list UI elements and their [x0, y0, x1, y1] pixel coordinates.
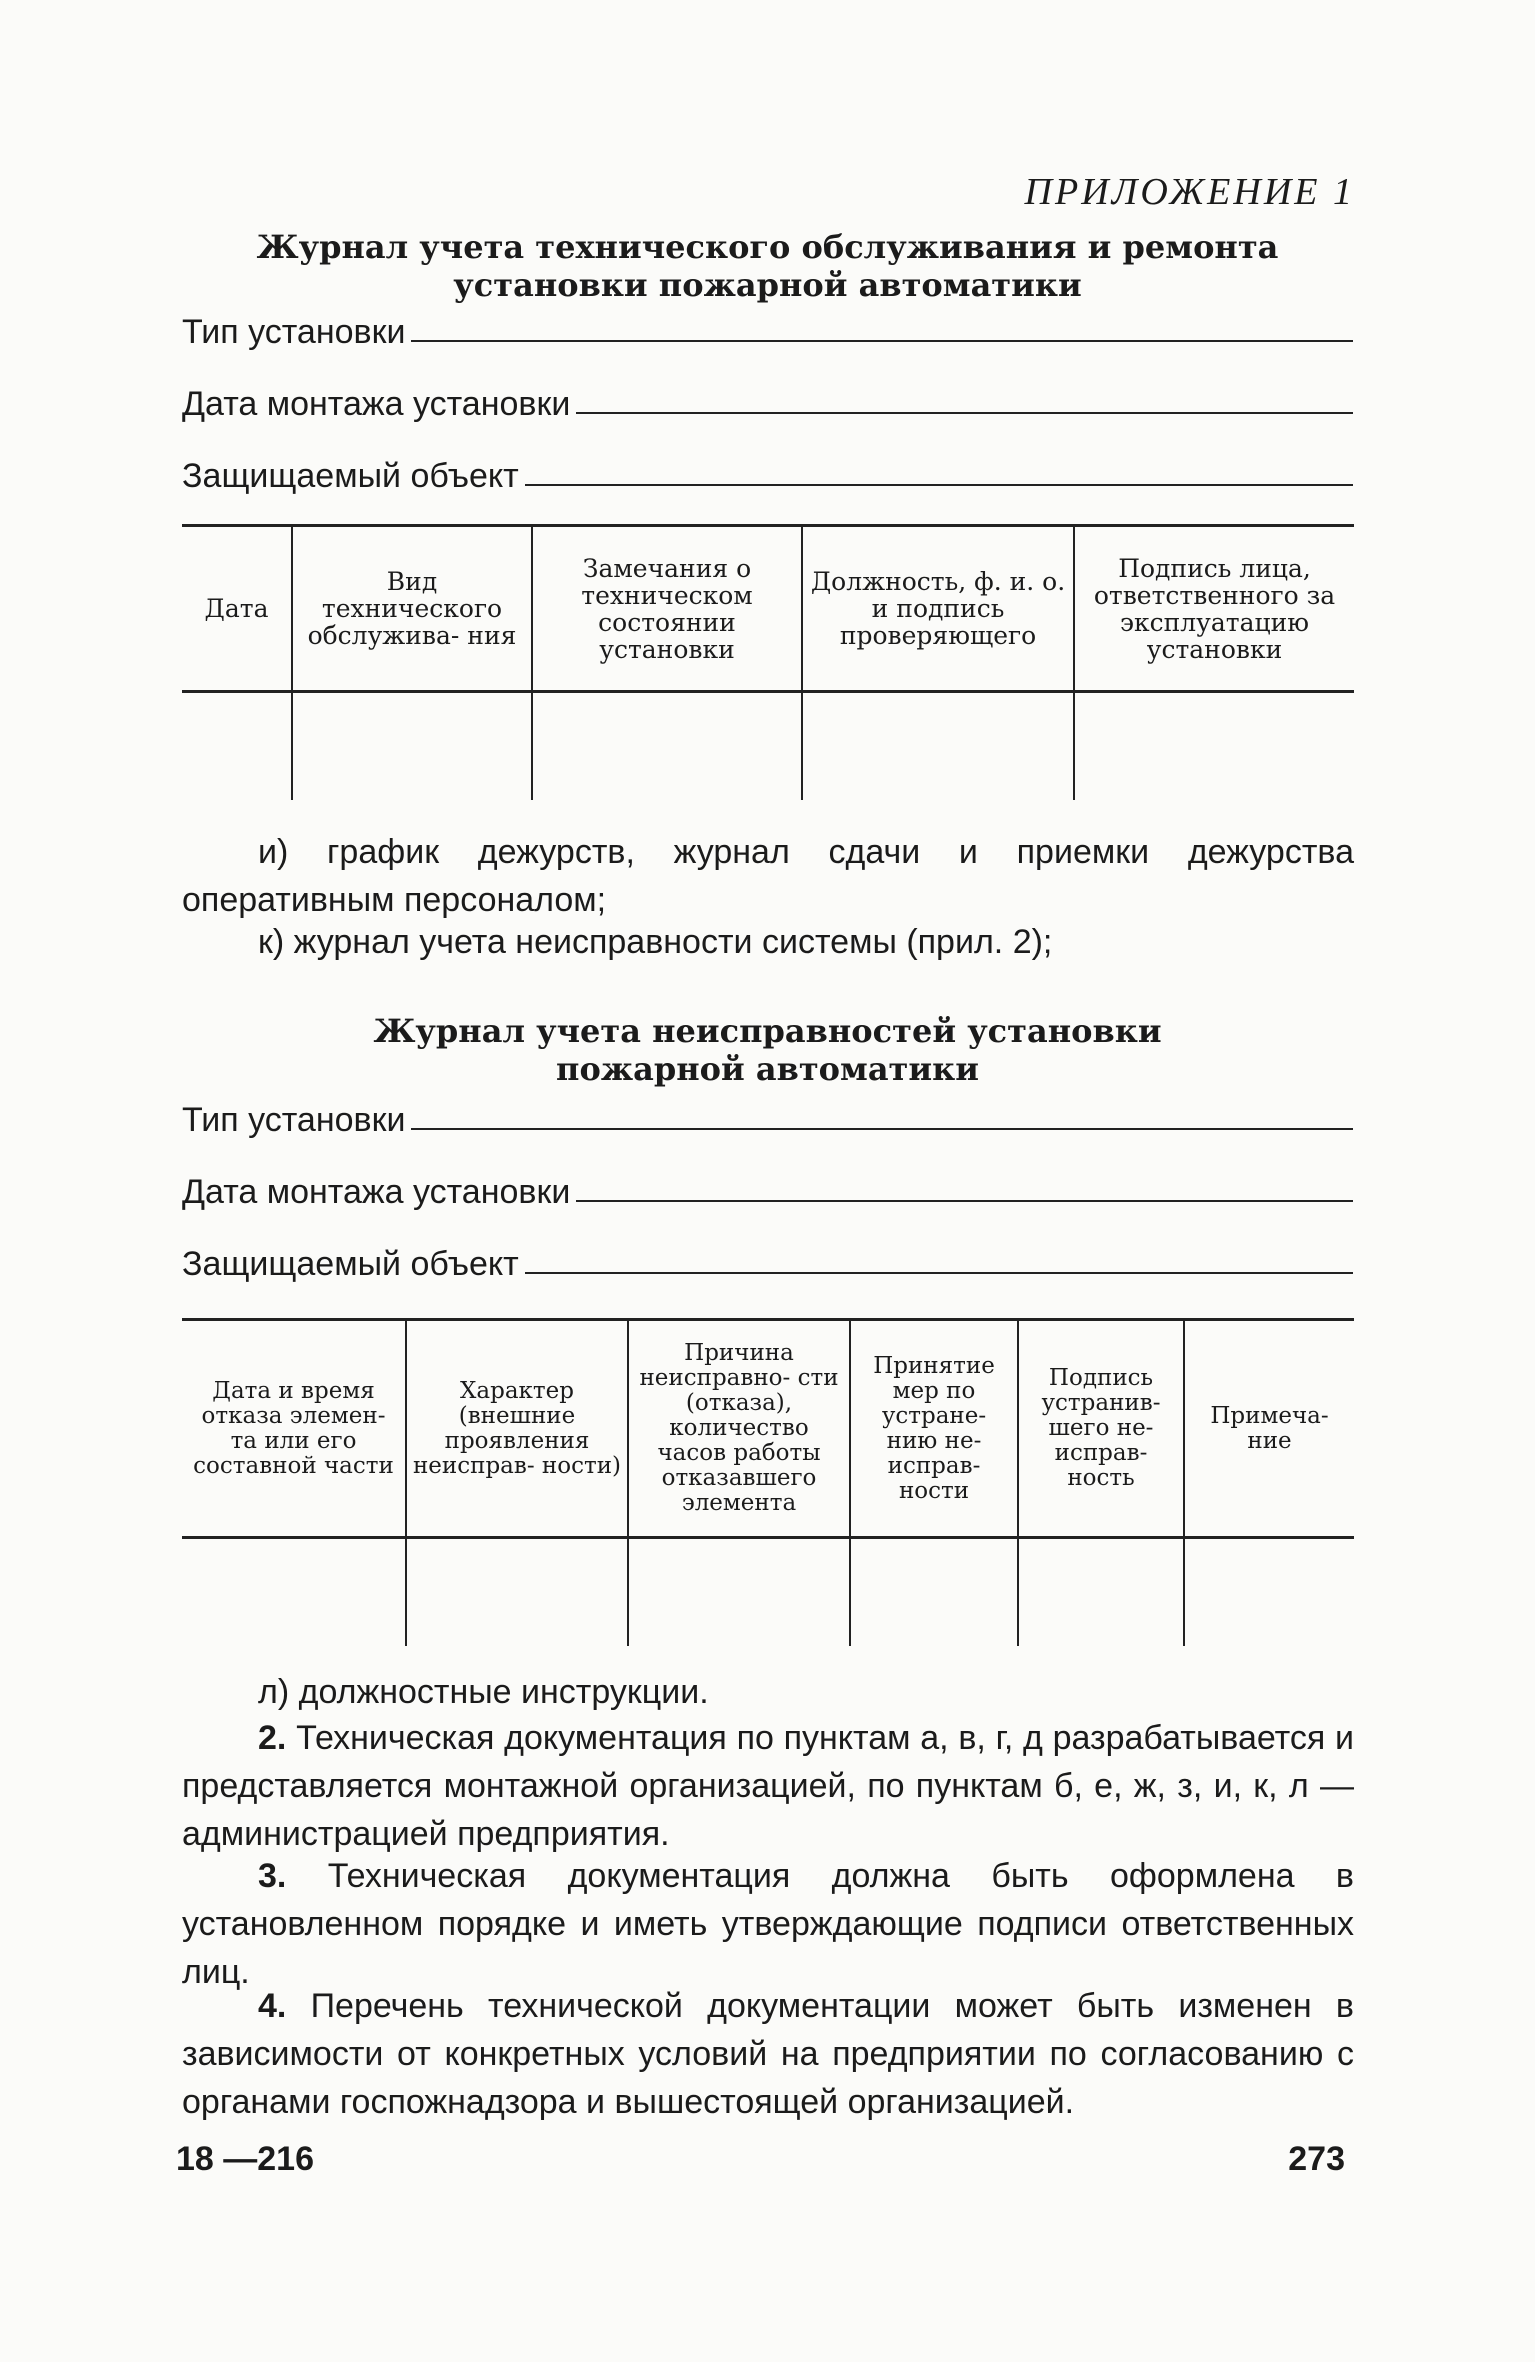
- list-item-i: и) график дежурств, журнал сдачи и приемки дежурства оперативным персоналом;: [182, 833, 1354, 919]
- fill-line: [411, 340, 1353, 342]
- field-label: Защищаемый объект: [182, 457, 519, 495]
- journal1-field-install-date: [182, 382, 1353, 424]
- field-label: Дата монтажа установки: [182, 1173, 571, 1211]
- page-number: 273: [1288, 2140, 1345, 2178]
- journal2-col-failure-time: Дата и время отказа элемен- та или его составной части: [193, 1377, 394, 1479]
- journal2-col-nature: Характер (внешние проявления неисправ- ности): [406, 1320, 628, 1538]
- table-cell: [406, 1538, 628, 1646]
- table-cell: [850, 1538, 1018, 1646]
- table-cell: [1074, 692, 1354, 800]
- journal1-col-inspector: Должность, ф. и. о. и подпись проверяющего: [802, 526, 1074, 692]
- table-cell: [628, 1538, 850, 1646]
- fill-line: [525, 484, 1353, 486]
- journal2-field-object: [182, 1242, 1353, 1284]
- paragraph-text: Перечень технической документации может быть изменен в зависимости от конкретных условий на предприятии по согласованию с органами госпожнадзора и вышестоящей организацией.: [182, 1987, 1354, 2121]
- journal2-field-install-date: [182, 1170, 1353, 1212]
- field-label: Тип установки: [182, 313, 406, 351]
- journal2-col-fixer-signature: Подпись устранив- шего не- исправ- ность: [1018, 1320, 1184, 1538]
- journal2-field-type: [182, 1098, 1353, 1140]
- journal1-field-type: [182, 310, 1353, 352]
- paragraph-3: [182, 1852, 1354, 1996]
- list-item-l: л) должностные инструкции.: [258, 1673, 709, 1711]
- journal2-col-measures: Принятие мер по устране- нию не- исправ- ности: [850, 1320, 1018, 1538]
- journal1-title: [180, 228, 1355, 304]
- journal2-col-note: Примеча- ние: [1184, 1320, 1354, 1538]
- paragraph-number: 4.: [258, 1987, 287, 2025]
- journal1-col-date: Дата: [204, 594, 269, 623]
- table-cell: [182, 692, 292, 800]
- fill-line: [576, 412, 1353, 414]
- table-cell: [532, 692, 802, 800]
- paragraph-number: 3.: [258, 1857, 287, 1895]
- fill-line: [525, 1272, 1353, 1274]
- journal2-title: [180, 1012, 1355, 1088]
- journal2-title-line1: Журнал учета неисправностей установки: [373, 1012, 1162, 1050]
- table-cell: [1018, 1538, 1184, 1646]
- field-label: Дата монтажа установки: [182, 385, 571, 423]
- journal1-title-line1: Журнал учета технического обслуживания и ремонта: [256, 228, 1279, 266]
- paragraph-text: Техническая документация по пунктам а, в, г, д разрабатывается и представляется монтажной организацией, по пунктам б, е, ж, з, и, к, л — администрацией предприятия.: [182, 1719, 1354, 1853]
- journal2-table: [182, 1318, 1354, 1646]
- table-cell: [1184, 1538, 1354, 1646]
- table-cell: [802, 692, 1074, 800]
- journal1-title-line2: установки пожарной автоматики: [453, 266, 1082, 304]
- journal1-col-remarks: Замечания о техническом состоянии установки: [532, 526, 802, 692]
- table-cell: [182, 1538, 406, 1646]
- journal2-title-line2: пожарной автоматики: [556, 1050, 979, 1088]
- fill-line: [411, 1128, 1353, 1130]
- list-item-k: к) журнал учета неисправности системы (прил. 2);: [258, 923, 1053, 961]
- paragraph-text: Техническая документация должна быть оформлена в установленном порядке и иметь утверждающие подписи ответственных лиц.: [182, 1857, 1354, 1991]
- table-row: [182, 692, 1354, 800]
- appendix-label: ПРИЛОЖЕНИЕ 1: [1024, 171, 1355, 213]
- journal1-table: [182, 524, 1354, 800]
- paragraph-2: [182, 1714, 1354, 1858]
- journal1-field-object: [182, 454, 1353, 496]
- paragraph-4: [182, 1982, 1354, 2126]
- paragraph-number: 2.: [258, 1719, 287, 1757]
- journal1-col-service-type: Вид технического обслужива- ния: [292, 526, 532, 692]
- table-cell: [292, 692, 532, 800]
- journal1-col-signature: Подпись лица, ответственного за эксплуатацию установки: [1074, 526, 1354, 692]
- table-row: [182, 1538, 1354, 1646]
- field-label: Тип установки: [182, 1101, 406, 1139]
- printer-signature: 18 —216: [176, 2140, 314, 2178]
- field-label: Защищаемый объект: [182, 1245, 519, 1283]
- journal2-col-cause: Причина неисправно- сти (отказа), количество часов работы отказавшего элемента: [628, 1320, 850, 1538]
- fill-line: [576, 1200, 1353, 1202]
